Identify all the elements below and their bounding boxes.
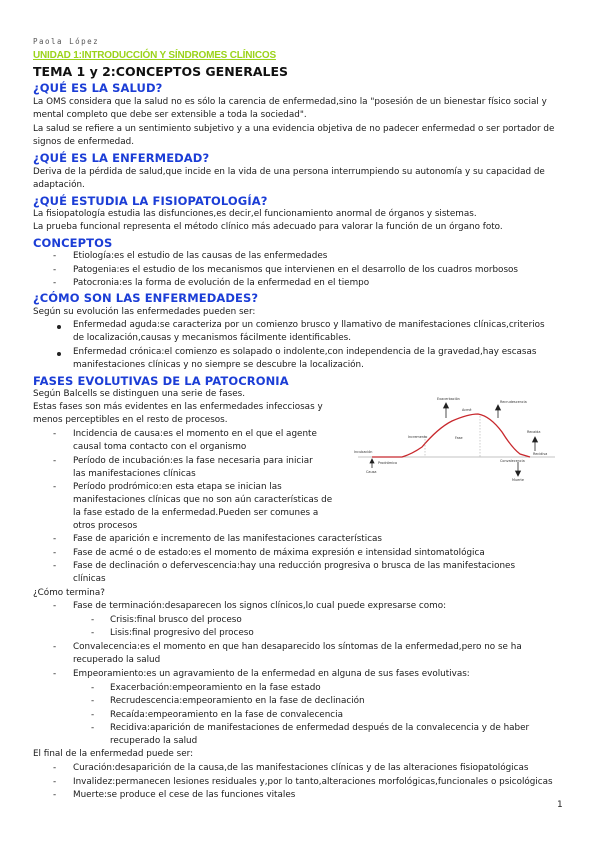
incidencia-line2: causal toma contacto con el organismo xyxy=(73,442,247,452)
disease-curve xyxy=(372,414,530,457)
list-dash: - xyxy=(91,628,95,638)
list-dash: - xyxy=(53,278,57,288)
fases-line1: Según Balcells se distinguen una serie de fases. xyxy=(33,389,245,399)
label-exacerbacion: Exacerbación xyxy=(437,397,460,401)
salud-p2-line1: La salud se refiere a un sentimiento subjetivo y a una evidencia objetiva de no padecer enfermedad o ser portador de xyxy=(33,124,555,134)
arrow-up-icon xyxy=(496,405,501,418)
list-dash: - xyxy=(53,790,57,800)
aguda-line1: Enfermedad aguda:se caracteriza por un comienzo brusco y llamativo de manifestaciones clínicas,criterios xyxy=(73,320,545,330)
recrudescencia: Recrudescencia:empeoramiento en la fase de declinación xyxy=(110,696,365,706)
concepto-patogenia: Patogenia:es el estudio de los mecanismos que intervienen en el desarrollo de los cuadros morbosos xyxy=(73,265,518,275)
list-dash: - xyxy=(53,429,57,439)
list-dash: - xyxy=(91,696,95,706)
fase-aparicion: Fase de aparición e incremento de las manifestaciones características xyxy=(73,534,382,544)
list-dash: - xyxy=(53,456,57,466)
invalidez: Invalidez:permanecen lesiones residuales y,por lo tanto,alteraciones morfológicas,funcionales o psicológicas xyxy=(73,777,553,787)
convalecencia-line1: Convalecencia:es el momento en que han desaparecido los síntomas de la enfermedad,pero no se ha xyxy=(73,642,522,652)
bullet-dot xyxy=(57,325,61,329)
arrow-up-icon xyxy=(370,459,374,468)
concepto-patocronia: Patocronia:es la forma de evolución de la enfermedad en el tiempo xyxy=(73,278,370,288)
fase-declinacion-line1: Fase de declinación o defervescencia:hay una reducción progresiva o brusca de las manifestaciones xyxy=(73,561,516,571)
label-recidiva: Recidiva xyxy=(533,452,548,456)
recidiva-line1: Recidiva:aparición de manifestaciones de enfermedad después de la convalecencia y de haber xyxy=(110,723,530,733)
list-dash: - xyxy=(91,615,95,625)
enfermedad-line2: adaptación. xyxy=(33,180,85,190)
label-incremento: Incremento xyxy=(408,435,428,439)
exacerbacion: Exacerbación:empeoramiento en la fase estado xyxy=(110,683,321,693)
salud-p2-line2: signos de enfermedad. xyxy=(33,137,135,147)
arrow-up-icon xyxy=(444,403,449,418)
fase-terminacion: Fase de terminación:desaparecen los signos clínicos,lo cual puede expresarse como: xyxy=(73,601,447,611)
heading-enfermedad: ¿QUÉ ES LA ENFERMEDAD? xyxy=(33,151,210,165)
label-incubacion: Incubación xyxy=(354,450,373,454)
arrow-up-icon xyxy=(533,437,538,451)
enfermedad-line1: Deriva de la pérdida de salud,que incide en la vida de una persona interrumpiendo su autonomía y su capacidad de xyxy=(33,167,545,177)
incubacion-line2: las manifestaciones clínicas xyxy=(73,469,196,479)
list-dash: - xyxy=(53,534,57,544)
prodromico-line3: la fase estado de la enfermedad.Pueden ser comunes a xyxy=(73,508,319,518)
page-number: 1 xyxy=(557,800,563,810)
list-dash: - xyxy=(53,251,57,261)
salud-p1-line2: mental completo que debe ser extensible a toda la sociedad". xyxy=(33,110,307,120)
heading-fisiopatologia: ¿QUÉ ESTUDIA LA FISIOPATOLOGÍA? xyxy=(33,194,268,208)
crisis: Crisis:final brusco del proceso xyxy=(110,615,242,625)
label-recrudescencia: Recrudescencia xyxy=(500,400,527,404)
convalecencia-line2: recuperado la salud xyxy=(73,655,161,665)
incubacion-line1: Período de incubación:es la fase necesaria para iniciar xyxy=(73,456,313,466)
como-son-intro: Según su evolución las enfermedades pueden ser: xyxy=(33,307,256,317)
label-muerte: Muerte xyxy=(512,478,524,482)
list-dash: - xyxy=(53,561,57,571)
label-acme: Acmé xyxy=(462,408,472,412)
como-termina: ¿Cómo termina? xyxy=(33,588,105,598)
concepto-etiologia: Etiología:es el estudio de las causas de las enfermedades xyxy=(73,251,328,261)
fase-declinacion-line2: clínicas xyxy=(73,574,106,584)
author-name: Paola López xyxy=(33,37,100,46)
list-dash: - xyxy=(91,683,95,693)
heading-conceptos: CONCEPTOS xyxy=(33,236,113,250)
incidencia-line1: Incidencia de causa:es el momento en el que el agente xyxy=(73,429,317,439)
prodromico-line2: manifestaciones clínicas que no son aún características de xyxy=(73,495,333,505)
list-dash: - xyxy=(53,265,57,275)
list-dash: - xyxy=(53,601,57,611)
prodromico-line4: otros procesos xyxy=(73,521,138,531)
aguda-line2: de localización,causas y mecanismos fácilmente identificables. xyxy=(73,333,351,343)
fase-acme: Fase de acmé o de estado:es el momento de máxima expresión e intensidad sintomatológica xyxy=(73,548,485,558)
list-dash: - xyxy=(53,548,57,558)
label-recaida: Recaída xyxy=(527,430,541,434)
fases-line3: menos perceptibles en el resto de procesos. xyxy=(33,415,228,425)
salud-p1-line1: La OMS considera que la salud no es sólo la carencia de enfermedad,sino la "posesión de un bienestar físico social y xyxy=(33,97,547,107)
arrow-down-icon xyxy=(516,462,521,476)
cronica-line2: manifestaciones clínicas y no siempre se descubre la localización. xyxy=(73,360,364,370)
tema-title: TEMA 1 y 2:CONCEPTOS GENERALES xyxy=(33,64,289,79)
fisiopatologia-p1: La fisiopatología estudia las disfunciones,es decir,el funcionamiento anormal de órganos y sistemas. xyxy=(33,209,477,219)
muerte: Muerte:se produce el cese de las funciones vitales xyxy=(73,790,296,800)
label-causa: Causa xyxy=(366,470,377,474)
cronica-line1: Enfermedad crónica:el comienzo es solapado o indolente,con independencia de la gravedad,hay escasas xyxy=(73,347,537,357)
heading-fases: FASES EVOLUTIVAS DE LA PATOCRONIA xyxy=(33,374,289,388)
label-prodromico: Prodrómico xyxy=(378,461,398,465)
fases-line2: Estas fases son más evidentes en las enfermedades infecciosas y xyxy=(33,402,323,412)
bullet-dot xyxy=(57,352,61,356)
heading-salud: ¿QUÉ ES LA SALUD? xyxy=(33,81,163,95)
empeoramiento: Empeoramiento:es un agravamiento de la enfermedad en alguna de sus fases evolutivas: xyxy=(73,669,470,679)
recidiva-line2: recuperado la salud xyxy=(110,736,198,746)
lisis: Lisis:final progresivo del proceso xyxy=(110,628,254,638)
fisiopatologia-p2: La prueba funcional representa el método clínico más adecuado para valorar la función de un órgano foto. xyxy=(33,222,503,232)
list-dash: - xyxy=(53,763,57,773)
prodromico-line1: Período prodrómico:en esta etapa se inician las xyxy=(73,482,282,492)
list-dash: - xyxy=(53,777,57,787)
recaida: Recaída:empeoramiento en la fase de convalecencia xyxy=(110,710,343,720)
label-convalecencia: Convalecencia xyxy=(500,459,525,463)
final-enfermedad: El final de la enfermedad puede ser: xyxy=(33,749,194,759)
label-fase: Fase xyxy=(455,436,463,440)
curacion: Curación:desaparición de la causa,de las manifestaciones clínicas y de las alteraciones fisiopatológicas xyxy=(73,763,529,773)
heading-como-son: ¿CÓMO SON LAS ENFERMEDADES? xyxy=(33,291,259,305)
list-dash: - xyxy=(91,723,95,733)
label-empeoramiento: Empeoramiento xyxy=(458,395,486,399)
list-dash: - xyxy=(53,642,57,652)
list-dash: - xyxy=(53,669,57,679)
list-dash: - xyxy=(53,482,57,492)
list-dash: - xyxy=(91,710,95,720)
patocronia-diagram xyxy=(350,392,570,482)
unit-title: UNIDAD 1:INTRODUCCIÓN Y SÍNDROMES CLÍNICOS xyxy=(33,50,276,61)
